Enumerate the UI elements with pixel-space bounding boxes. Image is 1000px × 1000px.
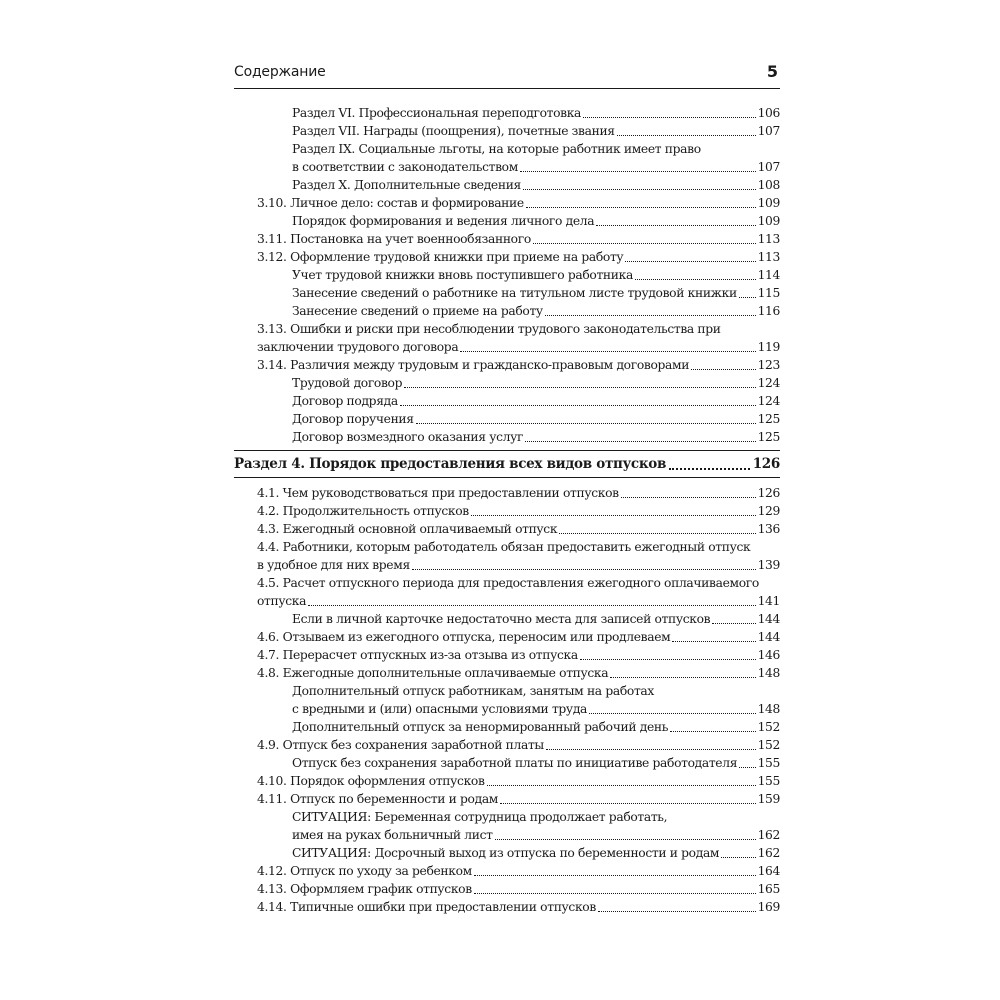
toc-entry-line: Трудовой договор xyxy=(292,376,403,390)
toc-entry[interactable] xyxy=(234,718,780,736)
dot-leader xyxy=(487,784,756,786)
dot-leader xyxy=(672,640,755,642)
toc-entry-page: 109 xyxy=(757,196,780,210)
toc-entry[interactable] xyxy=(234,538,780,574)
toc-entry[interactable] xyxy=(234,302,780,320)
toc-entry-page: 125 xyxy=(757,430,780,444)
toc-entry-text xyxy=(292,266,780,284)
toc-entry-page: 124 xyxy=(757,394,780,408)
toc-entry[interactable] xyxy=(234,140,780,176)
toc-entry-line: Договор поручения xyxy=(292,412,414,426)
toc-entry[interactable] xyxy=(234,808,780,844)
dot-leader xyxy=(625,260,755,262)
dot-leader xyxy=(525,440,755,442)
toc-entry-line: в удобное для них время xyxy=(257,558,410,572)
dot-leader xyxy=(596,224,755,226)
toc-entry-line: Раздел IX. Социальные льготы, на которые работник имеет право xyxy=(292,142,701,156)
toc-entry-text xyxy=(292,104,780,122)
toc-entry[interactable] xyxy=(234,646,780,664)
toc-entry-line: имея на руках больничный лист xyxy=(292,828,493,842)
toc-entry-text xyxy=(257,646,780,664)
toc-entry-line: 4.7. Перерасчет отпускных из-за отзыва из отпуска xyxy=(257,648,578,662)
toc-entry-line: Раздел VII. Награды (поощрения), почетные звания xyxy=(292,124,615,138)
toc-entry-line: Договор подряда xyxy=(292,394,398,408)
toc-entry-line: 4.9. Отпуск без сохранения заработной платы xyxy=(257,738,544,752)
toc-entry-text xyxy=(257,502,780,520)
toc-entry-page: 141 xyxy=(757,594,780,608)
dot-leader xyxy=(520,170,756,172)
toc-entry-page: 113 xyxy=(757,232,780,246)
dot-leader xyxy=(400,404,756,406)
toc-entry-line: Если в личной карточке недостаточно места для записей отпусков xyxy=(292,612,711,626)
toc-entry[interactable] xyxy=(234,484,780,502)
toc-entry-page: 155 xyxy=(757,774,780,788)
toc-entry[interactable] xyxy=(234,320,780,356)
toc-entry-text xyxy=(257,772,780,790)
toc-entry-page: 148 xyxy=(757,702,780,716)
dot-leader xyxy=(412,568,756,570)
toc-entry-text xyxy=(257,356,780,374)
toc-entry-text xyxy=(257,790,780,808)
toc-entry-line: Занесение сведений о приеме на работу xyxy=(292,304,543,318)
toc-entry-text xyxy=(292,140,780,176)
dot-leader xyxy=(670,730,755,732)
toc-entry-text xyxy=(257,574,780,610)
dot-leader xyxy=(669,467,750,470)
toc-entry-page: 152 xyxy=(757,738,780,752)
toc-entry-page: 116 xyxy=(757,304,780,318)
toc-entry-line: 4.5. Расчет отпускного периода для предоставления ежегодного оплачиваемого xyxy=(257,576,759,590)
toc-entry-page: 129 xyxy=(757,504,780,518)
toc-entry-text xyxy=(257,736,780,754)
dot-leader xyxy=(495,838,756,840)
toc-entry-text xyxy=(292,844,780,862)
dot-leader xyxy=(523,188,756,190)
toc-entry[interactable] xyxy=(234,736,780,754)
toc-entry-page: 169 xyxy=(757,900,780,914)
toc-entry[interactable] xyxy=(234,790,780,808)
toc-entry[interactable] xyxy=(234,844,780,862)
toc-entry-text xyxy=(292,212,780,230)
toc-entry-line: отпуска xyxy=(257,594,307,608)
dot-leader xyxy=(598,910,756,912)
toc-entry-page: 144 xyxy=(757,612,780,626)
dot-leader xyxy=(471,514,756,516)
dot-leader xyxy=(739,296,756,298)
toc-entry-line: Учет трудовой книжки вновь поступившего работника xyxy=(292,268,633,282)
toc-entries-before xyxy=(234,104,780,446)
toc-entry-page: 148 xyxy=(757,666,780,680)
toc-entry[interactable] xyxy=(234,428,780,446)
toc-entry-line: заключении трудового договора xyxy=(257,340,459,354)
toc-entry[interactable] xyxy=(234,356,780,374)
toc-entry-text xyxy=(257,320,780,356)
toc-entry-line: Дополнительный отпуск за ненормированный рабочий день xyxy=(292,720,669,734)
toc-entry[interactable] xyxy=(234,880,780,898)
toc-entry[interactable] xyxy=(234,212,780,230)
toc-entry[interactable] xyxy=(234,194,780,212)
toc-entry-line: 4.14. Типичные ошибки при предоставлении отпусков xyxy=(257,900,596,914)
toc-entry-page: 165 xyxy=(757,882,780,896)
toc-entry[interactable] xyxy=(234,230,780,248)
toc-entry[interactable] xyxy=(234,104,780,122)
toc-entry[interactable] xyxy=(234,664,780,682)
toc-entry[interactable] xyxy=(234,266,780,284)
toc-entry-line: Договор возмездного оказания услуг xyxy=(292,430,524,444)
toc-entry-page: 107 xyxy=(757,160,780,174)
toc-entry-line: 4.10. Порядок оформления отпусков xyxy=(257,774,485,788)
dot-leader xyxy=(545,314,756,316)
dot-leader xyxy=(583,116,756,118)
toc-entry-page: 159 xyxy=(757,792,780,806)
toc-entry[interactable] xyxy=(234,392,780,410)
toc-entry-page: 113 xyxy=(757,250,780,264)
toc-entry-line: 4.4. Работники, которым работодатель обязан предоставить ежегодный отпуск xyxy=(257,540,751,554)
toc-entry[interactable] xyxy=(234,374,780,392)
toc-entry-text xyxy=(257,248,780,266)
toc-entries-after xyxy=(234,484,780,916)
toc-entry-text xyxy=(257,628,780,646)
toc-entry[interactable] xyxy=(234,898,780,916)
toc-entry[interactable] xyxy=(234,772,780,790)
toc-entry-page: 108 xyxy=(757,178,780,192)
toc-entry-text xyxy=(292,122,780,140)
dot-leader xyxy=(404,386,755,388)
toc-entry-line: Дополнительный отпуск работникам, занятым на работах xyxy=(292,684,654,698)
dot-leader xyxy=(533,242,756,244)
dot-leader xyxy=(739,766,755,768)
toc-entry-line: 4.12. Отпуск по уходу за ребенком xyxy=(257,864,472,878)
toc-entry-text xyxy=(257,538,780,574)
toc-entry-line: Занесение сведений о работнике на титульном листе трудовой книжки xyxy=(292,286,737,300)
toc-entry-line: СИТУАЦИЯ: Беременная сотрудница продолжает работать, xyxy=(292,810,668,824)
dot-leader xyxy=(500,802,756,804)
toc-entry-page: 146 xyxy=(757,648,780,662)
toc-entry-line: Отпуск без сохранения заработной платы по инициативе работодателя xyxy=(292,756,738,770)
toc-entry-text xyxy=(292,176,780,194)
toc-entry[interactable] xyxy=(234,862,780,880)
toc-entry-line: с вредными и (или) опасными условиями труда xyxy=(292,702,588,716)
toc-entry[interactable] xyxy=(234,628,780,646)
dot-leader xyxy=(580,658,756,660)
dot-leader xyxy=(416,422,756,424)
toc-entry-text xyxy=(257,230,780,248)
toc-entry-text xyxy=(257,520,780,538)
dot-leader xyxy=(617,134,756,136)
toc-entry[interactable] xyxy=(234,248,780,266)
dot-leader xyxy=(610,676,755,678)
toc-entry[interactable] xyxy=(234,284,780,302)
toc-entry-page: 136 xyxy=(757,522,780,536)
toc-entry-page: 124 xyxy=(757,376,780,390)
toc-entry-text xyxy=(292,284,780,302)
toc-entry-line: СИТУАЦИЯ: Досрочный выход из отпуска по беременности и родам xyxy=(292,846,720,860)
toc-entry-page: 162 xyxy=(757,828,780,842)
toc-entry-line: 3.10. Личное дело: состав и формирование xyxy=(257,196,524,210)
toc-entry-page: 119 xyxy=(757,340,780,354)
page-header xyxy=(234,62,780,89)
dot-leader xyxy=(308,604,755,606)
toc-entry-line: 3.13. Ошибки и риски при несоблюдении трудового законодательства при xyxy=(257,322,721,336)
toc-entry-line: 4.1. Чем руководствоваться при предоставлении отпусков xyxy=(257,486,619,500)
toc-entry[interactable] xyxy=(234,574,780,610)
toc-entry-page: 144 xyxy=(757,630,780,644)
dot-leader xyxy=(474,892,756,894)
toc-entry-page: 106 xyxy=(757,106,780,120)
toc-entry-page: 109 xyxy=(757,214,780,228)
toc-entry-page: 162 xyxy=(757,846,780,860)
dot-leader xyxy=(474,874,756,876)
toc-entry-text xyxy=(292,610,780,628)
toc-entry-line: 4.6. Отзываем из ежегодного отпуска, переносим или продлеваем xyxy=(257,630,671,644)
toc-entry-line: Порядок формирования и ведения личного дела xyxy=(292,214,595,228)
dot-leader xyxy=(712,622,755,624)
table-of-contents xyxy=(234,104,780,916)
running-header-title: Содержание xyxy=(234,64,326,80)
toc-entry-line: 4.11. Отпуск по беременности и родам xyxy=(257,792,499,806)
toc-entry-line: 3.14. Различия между трудовым и гражданско-правовым договорами xyxy=(257,358,690,372)
toc-entry-text xyxy=(292,682,780,718)
toc-entry-text xyxy=(257,484,780,502)
toc-entry-line: 4.8. Ежегодные дополнительные оплачиваемые отпуска xyxy=(257,666,609,680)
toc-entry-text xyxy=(257,862,780,880)
dot-leader xyxy=(691,368,756,370)
section-heading-page: 126 xyxy=(752,456,780,472)
toc-entry-text xyxy=(292,410,780,428)
toc-entry-text xyxy=(292,392,780,410)
toc-entry[interactable] xyxy=(234,122,780,140)
toc-entry[interactable] xyxy=(234,520,780,538)
toc-entry-text xyxy=(292,754,780,772)
toc-entry-page: 152 xyxy=(757,720,780,734)
toc-entry-line: 4.3. Ежегодный основной оплачиваемый отпуск xyxy=(257,522,558,536)
toc-entry-text xyxy=(292,718,780,736)
toc-entry[interactable] xyxy=(234,410,780,428)
toc-entry-page: 115 xyxy=(757,286,780,300)
dot-leader xyxy=(546,748,756,750)
page-number: 5 xyxy=(766,62,778,81)
toc-entry-page: 125 xyxy=(757,412,780,426)
toc-entry-page: 155 xyxy=(757,756,780,770)
toc-entry-page: 126 xyxy=(757,486,780,500)
toc-entry-line: 4.2. Продолжительность отпусков xyxy=(257,504,469,518)
toc-entry-text xyxy=(292,302,780,320)
dot-leader xyxy=(621,496,756,498)
toc-entry-text xyxy=(257,880,780,898)
toc-entry-line: Раздел VI. Профессиональная переподготовка xyxy=(292,106,582,120)
toc-entry[interactable] xyxy=(234,176,780,194)
toc-entry-text xyxy=(292,374,780,392)
dot-leader xyxy=(460,350,755,352)
dot-leader xyxy=(559,532,755,534)
toc-entry-page: 107 xyxy=(757,124,780,138)
toc-entry-line: в соответствии с законодательством xyxy=(292,160,518,174)
section-heading-title: Раздел 4. Порядок предоставления всех видов отпусков xyxy=(234,456,667,472)
toc-entry-line: 3.12. Оформление трудовой книжки при приеме на работу xyxy=(257,250,624,264)
dot-leader xyxy=(589,712,756,714)
toc-entry[interactable] xyxy=(234,610,780,628)
dot-leader xyxy=(721,856,755,858)
toc-entry-text xyxy=(257,664,780,682)
toc-entry-line: Раздел X. Дополнительные сведения xyxy=(292,178,521,192)
toc-entry[interactable] xyxy=(234,754,780,772)
toc-entry-text xyxy=(292,808,780,844)
toc-entry-page: 114 xyxy=(757,268,780,282)
dot-leader xyxy=(635,278,756,280)
toc-entry-page: 123 xyxy=(757,358,780,372)
toc-entry-page: 139 xyxy=(757,558,780,572)
toc-entry[interactable] xyxy=(234,682,780,718)
dot-leader xyxy=(526,206,756,208)
toc-entry-text xyxy=(292,428,780,446)
toc-entry-text xyxy=(257,898,780,916)
toc-entry-line: 3.11. Постановка на учет военнообязанного xyxy=(257,232,531,246)
section-heading[interactable] xyxy=(234,450,780,478)
toc-entry-line: 4.13. Оформляем график отпусков xyxy=(257,882,472,896)
toc-entry[interactable] xyxy=(234,502,780,520)
toc-entry-page: 164 xyxy=(757,864,780,878)
toc-entry-text xyxy=(257,194,780,212)
